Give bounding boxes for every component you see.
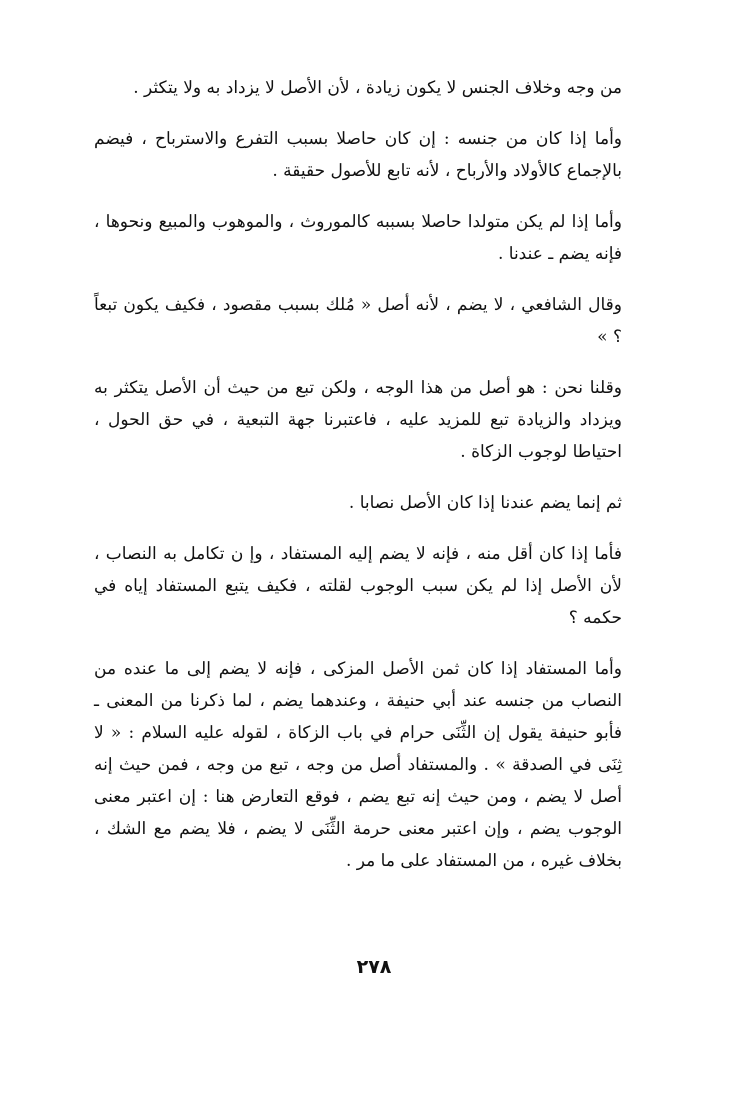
paragraph-3: وأما إذا لم يكن متولدا حاصلا بسببه كالموروث ، والموهوب والمبيع ونحوها ، فإنه يضم ـ عندنا . [94,212,622,264]
paragraph-8: وأما المستفاد إذا كان ثمن الأصل المزكى ، فإنه لا يضم إلى ما عنده من النصاب من جنسه عند أبي حنيفة ، وعندهما يضم ، لما ذكرنا من المعنى ـ فأبو حنيفة يقول إن الثِّنَى حرام في باب الزكاة ، لقوله عليه السلام : « لا ثِنَى في الصدقة » . والمستفاد أصل من وجه ، تبع من وجه ، فمن حيث إنه أصل لا يضم ، ومن حيث إنه تبع يضم ، فوقع التعارض هنا : إن اعتبر معنى الوجوب يضم ، وإن اعتبر معنى حرمة الثِّنَى لا يضم ، فلا يضم مع الشك ، بخلاف غيره ، من المستفاد على ما مر . [94,659,622,871]
paragraph-6: ثم إنما يضم عندنا إذا كان الأصل نصابا . [348,493,622,513]
page-body [94,72,622,877]
paragraph-1: من وجه وخلاف الجنس لا يكون زيادة ، لأن الأصل لا يزداد به ولا يتكثر . [133,78,622,98]
paragraph-7: فأما إذا كان أقل منه ، فإنه لا يضم إليه المستفاد ، وإ ن تكامل به النصاب ، لأن الأصل إذا لم يكن سبب الوجوب لقلته ، فكيف يتبع المستفاد إياه في حكمه ؟ [94,544,622,628]
paragraph-4: وقال الشافعي ، لا يضم ، لأنه أصل « مُلك بسبب مقصود ، فكيف يكون تبعاً ؟ » [94,295,622,347]
paragraph-2: وأما إذا كان من جنسه : إن كان حاصلا بسبب التفرع والاسترباح ، فيضم بالإجماع كالأولاد والأرباح ، لأنه تابع للأصول حقيقة . [94,129,622,181]
paragraph-5: وقلنا نحن : هو أصل من هذا الوجه ، ولكن تبع من حيث أن الأصل يتكثر به ويزداد والزيادة تبع للمزيد عليه ، فاعتبرنا جهة التبعية ، في حق الحول ، احتياطا لوجوب الزكاة . [94,378,622,462]
page-number: ٢٧٨ [356,956,392,978]
